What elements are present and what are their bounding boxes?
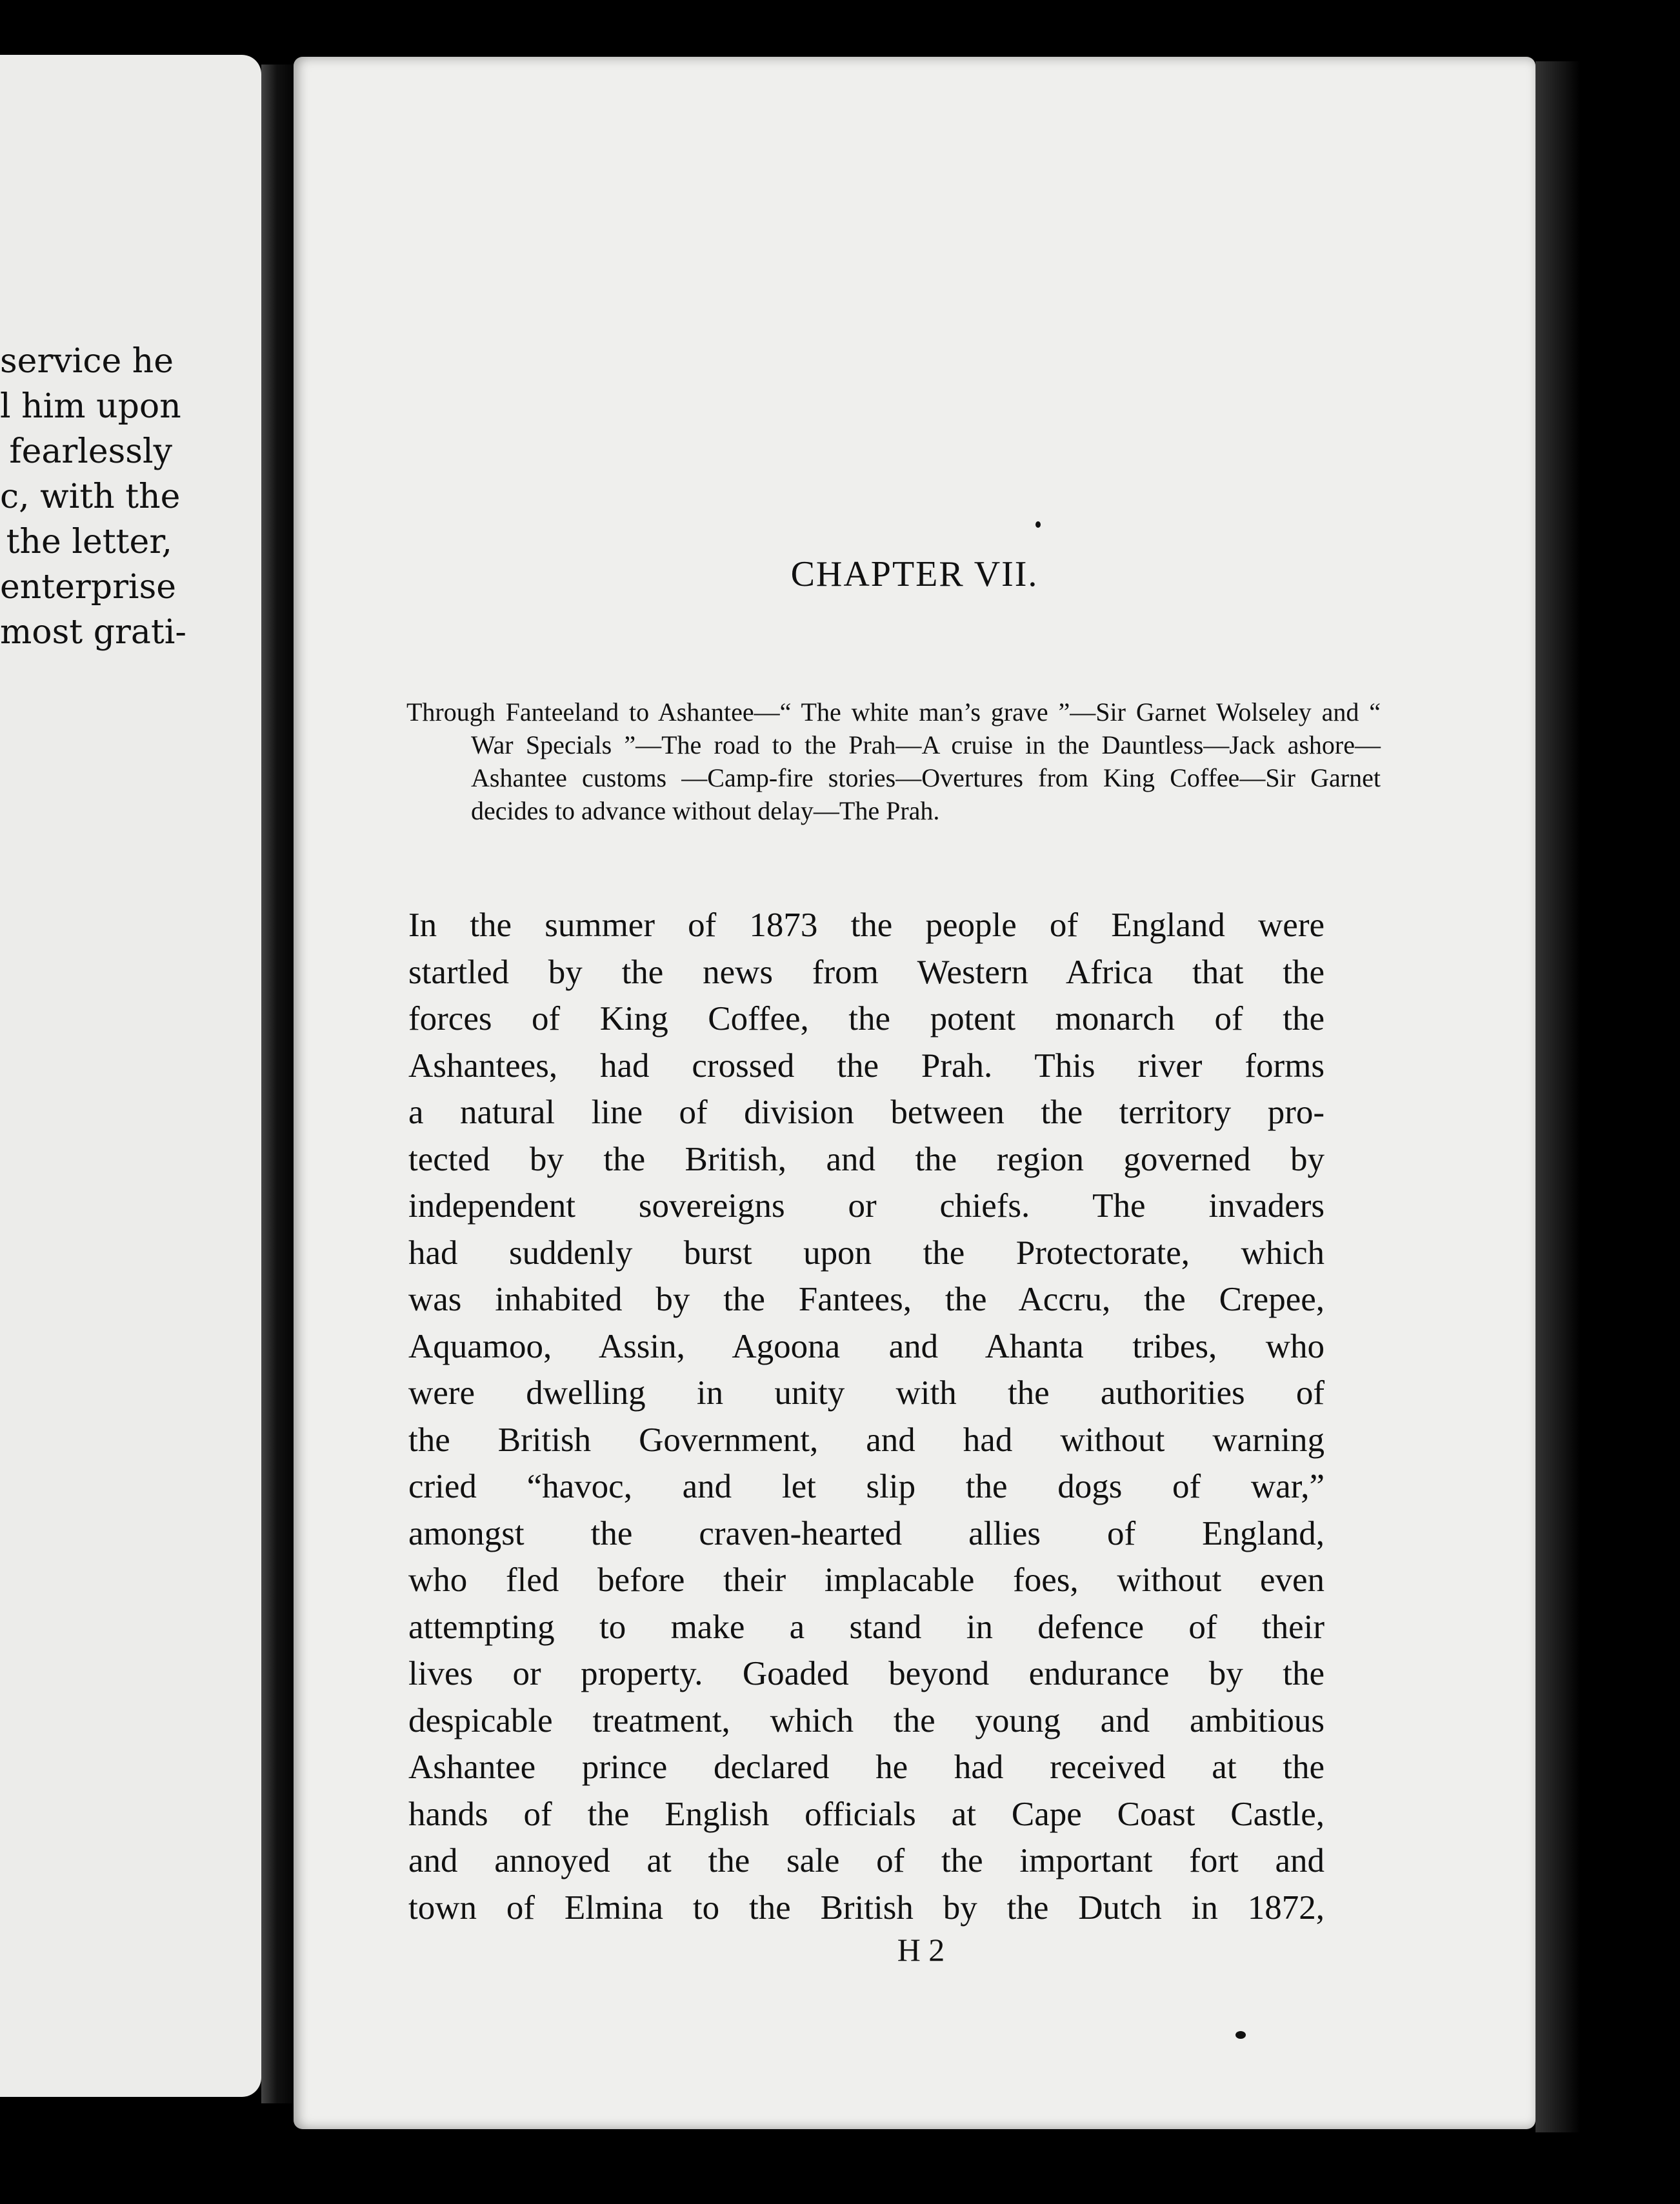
body-text — [408, 902, 1325, 1931]
ink-speck — [1035, 521, 1041, 528]
body-line: tected by the British, and the region governed by — [408, 1140, 1325, 1178]
body-line: startled by the news from Western Africa that the — [408, 953, 1325, 991]
main-page — [294, 57, 1535, 2129]
page-signature: H 2 — [897, 1932, 945, 1968]
body-line: and annoyed at the sale of the important fort and — [408, 1842, 1325, 1879]
chapter-summary: Through Fanteeland to Ashantee—“ The white man’s grave ”—Sir Garnet Wolseley and “ War Specials ”—The road to the Prah—A cruise in the Dauntless—Jack ashore—Ashantee customs —Camp-fire stories—Overtures from King Coffee—Sir Garnet decides to advance without delay—The Prah. — [406, 697, 1381, 825]
body-line: lives or property. Goaded beyond endurance by the — [408, 1655, 1325, 1692]
left-line: service he — [0, 342, 174, 381]
body-line: was inhabited by the Fantees, the Accru, the Crepee, — [408, 1281, 1325, 1318]
body-line: had suddenly burst upon the Protectorate, which — [408, 1234, 1325, 1272]
left-line: l him upon — [0, 387, 181, 426]
body-line: a natural line of division between the territory pro- — [408, 1094, 1325, 1131]
body-line: cried “havoc, and let slip the dogs of war,” — [408, 1468, 1325, 1505]
body-line: independent sovereigns or chiefs. The invaders — [408, 1187, 1325, 1225]
body-line: Aquamoo, Assin, Agoona and Ahanta tribes, who — [408, 1327, 1325, 1365]
body-line: who fled before their implacable foes, without even — [408, 1561, 1325, 1599]
body-line: In the summer of 1873 the people of England were — [408, 907, 1325, 944]
body-line: despicable treatment, which the young and ambitious — [408, 1701, 1325, 1739]
left-line: the letter, — [6, 523, 172, 561]
body-line: forces of King Coffee, the potent monarch of the — [408, 1000, 1325, 1037]
facing-page-left — [0, 55, 261, 2097]
body-line: amongst the craven-hearted allies of England, — [408, 1514, 1325, 1552]
body-line: Ashantees, had crossed the Prah. This river forms — [408, 1047, 1325, 1085]
body-line: hands of the English officials at Cape Coast Castle, — [408, 1795, 1325, 1833]
left-line: enterprise — [0, 568, 177, 606]
body-line: Ashantee prince declared he had received at the — [408, 1748, 1325, 1786]
chapter-title: CHAPTER VII. — [790, 554, 1039, 594]
left-page-text — [0, 339, 261, 655]
body-line: the British Government, and had without warning — [408, 1421, 1325, 1459]
page-edge — [1535, 61, 1581, 2132]
body-line: were dwelling in unity with the authorities of — [408, 1374, 1325, 1412]
left-line: c, with the — [0, 477, 181, 516]
body-line: attempting to make a stand in defence of their — [408, 1608, 1325, 1646]
ink-speck — [1235, 2031, 1246, 2039]
left-line: most grati- — [0, 613, 186, 652]
left-line: fearlessly — [9, 432, 172, 471]
body-line: town of Elmina to the British by the Dutch in 1872, — [408, 1888, 1325, 1927]
